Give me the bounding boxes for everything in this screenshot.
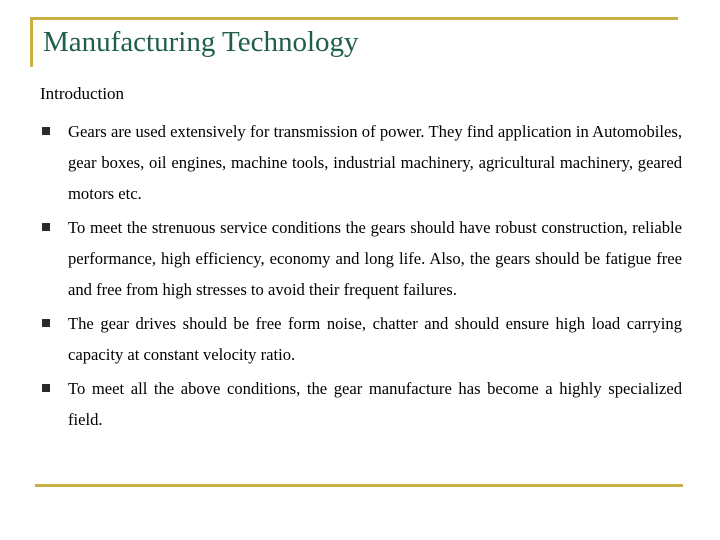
bullet-text: To meet the strenuous service conditions the gears should have robust construction, reliable performance, high efficiency, economy and long life. Also, the gears should be fatigue free and free from high stresses to avoid their frequent failures. [68, 218, 682, 299]
bottom-rule [35, 484, 683, 487]
square-bullet-icon [40, 212, 68, 243]
bullet-item [40, 373, 682, 435]
bullet-item [40, 308, 682, 370]
square-bullet-icon [40, 308, 68, 339]
bullet-item [40, 212, 682, 305]
slide-subtitle: Introduction [40, 84, 125, 103]
bullet-text: The gear drives should be free form noise, chatter and should ensure high load carrying capacity at constant velocity ratio. [68, 314, 682, 364]
bullet-list [40, 116, 682, 438]
square-bullet-icon [40, 116, 68, 147]
bullet-item [40, 116, 682, 209]
bullet-text: To meet all the above conditions, the gear manufacture has become a highly specialized field. [68, 379, 682, 429]
bullet-text: Gears are used extensively for transmission of power. They find application in Automobiles, gear boxes, oil engines, machine tools, industrial machinery, agricultural machinery, geared motors etc. [68, 122, 682, 203]
slide-title: Manufacturing Technology [43, 26, 359, 58]
square-bullet-icon [40, 373, 68, 404]
